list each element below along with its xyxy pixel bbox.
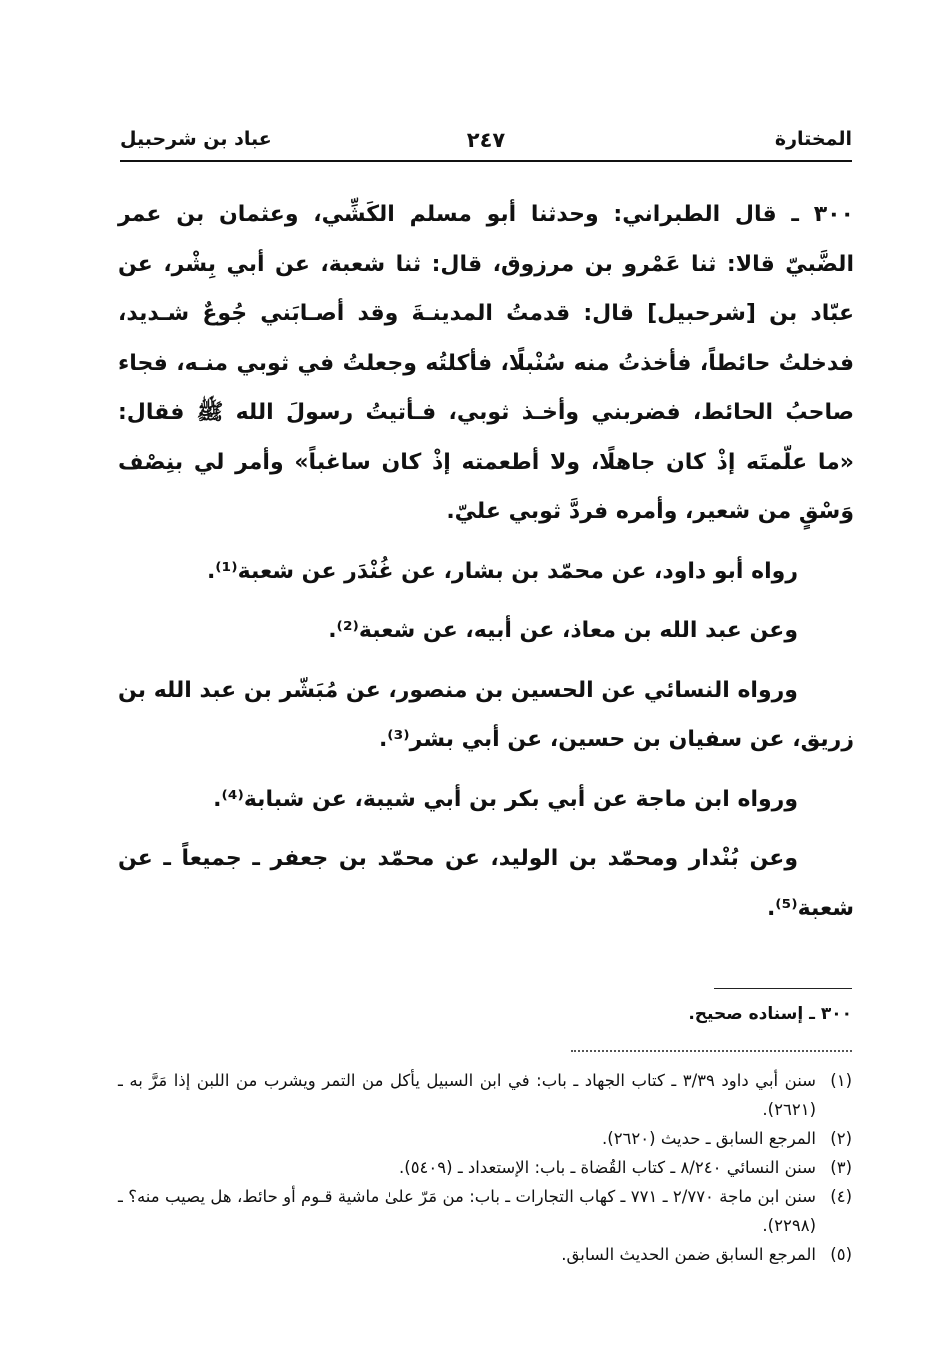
narration-paragraph: ورواه ابن ماجة عن أبي بكر بن أبي شيبة، عن شبابة⁽⁴⁾. [213,786,798,812]
footnote-number: (١) [830,1071,852,1090]
header-divider [120,160,852,162]
book-title: المختارة [774,128,852,150]
dotted-divider [571,1050,852,1052]
footnote [118,1124,852,1153]
main-text [118,190,854,933]
running-head [120,122,852,162]
footnote [118,1153,852,1182]
footnotes [118,1066,852,1269]
footnote-number: (٥) [830,1245,852,1264]
footnote-text: سنن ابن ماجة ٢/٧٧٠ ـ ٧٧١ ـ كهاب التجارات ـ باب: من مَرّ علىٰ ماشية قـوم أو حائط، هل يصيب منه؟ ـ (٢٢٩٨). [118,1187,817,1235]
footnote-text: سنن أبي داود ٣/٣٩ ـ كتاب الجهاد ـ باب: في ابن السبيل يأكل من التمر ويشرب من اللبن إذا مَرَّ به ـ (٢٦٢١). [118,1071,816,1119]
footnote-number: (٢) [830,1129,852,1148]
narration-paragraph: ورواه النسائي عن الحسين بن منصور، عن مُبَشّر بن عبد الله بن زريق، عن سفيان بن حسين، عن أبي بشر⁽³⁾. [117,677,854,752]
footnote-text: المرجع السابق ـ حديث (٢٦٢٠). [602,1129,816,1148]
isnad-note: ٣٠٠ ـ إسناده صحيح. [688,1004,852,1024]
footnote-divider [714,988,852,989]
footnote [118,1240,852,1269]
hadith-paragraph: ٣٠٠ ـ قال الطبراني: وحدثنا أبو مسلم الكَشِّي، وعثمان بن عمر الضَّبيّ قالا: ثنا عَمْرو بن مرزوق، قال: ثنا شعبة، عن أبي بِشْر، عن عبّاد بن [شرحبيل] قال: قدمتُ المدينـةَ وقد أصـابَني جُوعٌ شـديد، فدخلتُ حائطاً، فأخذتُ منه سُنْبلًا، فأكلتُه وجعلتُ في ثوبي منـه، فجاء صاحبُ الحائط، فضربني وأخـذ ثوبي، فـأتيتُ رسولَ الله ﷺ فقال: «ما علّمتَه إذْ كان جاهلًا، ولا أطعمته إذْ كان ساغباً» وأمر لي بنِصْف وَسْقٍ من شعير، وأمره فردَّ ثوبي عليّ. [118,202,854,524]
footnote-text: المرجع السابق ضمن الحديث السابق. [561,1245,816,1264]
narration-paragraph: وعن بُنْدار ومحمّد بن الوليد، عن محمّد بن جعفر ـ جميعاً ـ عن شعبة⁽⁵⁾. [118,846,854,921]
narration-paragraph: رواه أبو داود، عن محمّد بن بشار، عن غُنْدَر عن شعبة⁽¹⁾. [206,558,798,584]
footnote [118,1066,852,1124]
footnote-text: سنن النسائي ٨/٢٤٠ ـ كتاب القُضاة ـ باب: الإستعداد ـ (٥٤٠٩). [399,1158,816,1177]
footnote [118,1182,852,1240]
narration-paragraph: وعن عبد الله بن معاذ، عن أبيه، عن شعبة⁽²⁾. [328,618,798,643]
page-number: ٢٤٧ [466,128,506,152]
footnote-number: (٤) [830,1187,852,1206]
section-title: عباد بن شرحبيل [120,128,272,150]
footnote-number: (٣) [830,1158,852,1177]
